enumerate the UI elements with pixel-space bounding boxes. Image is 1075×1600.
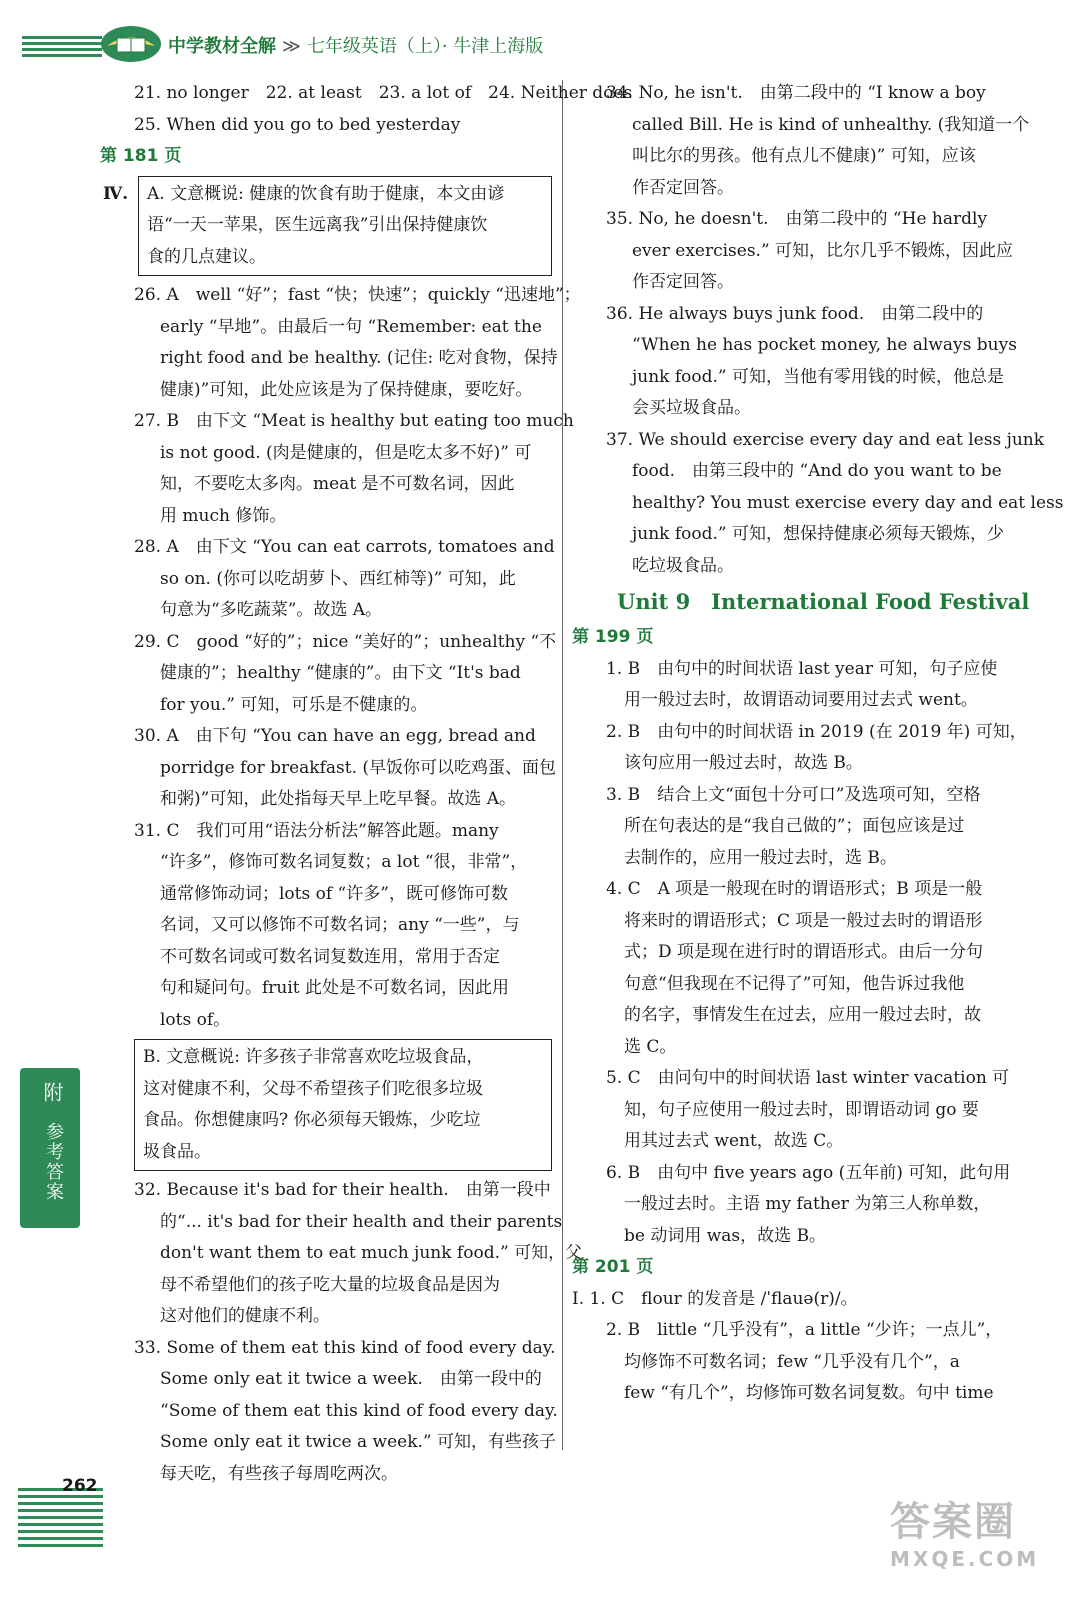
answer-line: 和粥)”可知，此处指每天早上吃早餐。故选 A。 [160, 789, 517, 809]
watermark-big: 答案圈 [890, 1499, 1016, 1545]
answer-line: 25. When did you go to bed yesterday [134, 114, 461, 135]
answer-line: 句意“但我现在不记得了”可知，他告诉过我他 [624, 973, 965, 994]
answer-line: 均修饰不可数名词；few “几乎没有几个”，a [624, 1351, 960, 1372]
answer-line: 21. no longer 22. at least 23. a lot of 24. Neither does [134, 83, 633, 103]
answer-line: 这对他们的健康不利。 [160, 1306, 330, 1326]
answer-line: food. 由第三段中的 “And do you want to be [632, 461, 1002, 481]
page-header [0, 0, 1075, 70]
answer-line: 37. We should exercise every day and eat less junk [606, 429, 1045, 450]
header-stripes [22, 36, 102, 60]
answer-line: 5. C 由问句中的时间状语 last winter vacation 可 [606, 1068, 1010, 1088]
answer-line: “Some of them eat this kind of food every day. [160, 1400, 558, 1421]
summary-line: A. 文意概说: 健康的饮食有助于健康，本文由谚 [147, 183, 505, 204]
answer-line: healthy? You must exercise every day and eat less [632, 492, 1064, 513]
answer-line: Ⅰ. 1. C flour 的发音是 /ˈflauə(r)/。 [572, 1288, 858, 1309]
answer-line: 会买垃圾食品。 [632, 398, 751, 418]
answer-line: called Bill. He is kind of unhealthy. (我知道一个 [632, 114, 1030, 135]
answer-line: 所在句表达的是“我自己做的”；面包应该是过 [624, 816, 965, 836]
answer-line: 该句应用一般过去时，故选 B。 [624, 753, 863, 773]
answer-line: 30. A 由下句 “You can have an egg, bread and [134, 726, 536, 746]
answer-line: 用 much 修饰。 [160, 505, 287, 526]
answer-line: 句意为“多吃蔬菜”。故选 A。 [160, 600, 383, 620]
summary-line: B. 文意概说: 许多孩子非常喜欢吃垃圾食品， [143, 1047, 484, 1067]
answer-line: porridge for breakfast. (早饭你可以吃鸡蛋、面包 [160, 757, 557, 778]
answer-line: 34. No, he isn't. 由第二段中的 “I know a boy [606, 83, 986, 103]
answer-line: is not good. (肉是健康的，但是吃太多不好)” 可 [160, 442, 532, 463]
answer-line: 4. C A 项是一般现在时的谓语形式；B 项是一般 [606, 879, 983, 899]
answer-line: 不可数名词或可数名词复数连用，常用于否定 [160, 946, 500, 967]
answer-line: 32. Because it's bad for their health. 由第一段中 [134, 1180, 551, 1200]
watermark-small: MXQE.COM [890, 1547, 1040, 1571]
answer-line: 叫比尔的男孩。他有点儿不健康)” 可知，应该 [632, 146, 976, 166]
answer-line: 将来时的谓语形式；C 项是一般过去时的谓语形 [624, 910, 983, 931]
summary-line: 语“一天一苹果，医生远离我”引出保持健康饮 [147, 215, 488, 235]
side-tab-label: 参考答案 [43, 1122, 64, 1202]
answer-line: lots of。 [160, 1009, 231, 1030]
answer-line: 一般过去时。主语 my father 为第三人称单数， [624, 1194, 991, 1214]
answer-line: be 动词用 was，故选 B。 [624, 1225, 827, 1246]
page-number: 262 [62, 1476, 98, 1496]
header-subject: 七年级英语（上）· 牛津上海版 [306, 36, 544, 57]
answer-line: 2. B little “几乎没有”，a little “少许；一点儿”， [606, 1320, 1003, 1340]
section-numeral: Ⅳ. [103, 183, 129, 204]
answer-line: 用其过去式 went，故选 C。 [624, 1131, 844, 1151]
unit-heading: Unit 9 International Food Festival [617, 589, 1030, 614]
summary-line: 食的几点建议。 [147, 246, 266, 267]
answer-line: 的“... it's bad for their health and their parents [160, 1211, 563, 1232]
answer-line: Some only eat it twice a week. 由第一段中的 [160, 1369, 542, 1389]
answer-line: for you.” 可知，可乐是不健康的。 [160, 694, 428, 715]
header-title [168, 32, 543, 58]
answer-line: 用一般过去时，故谓语动词要用过去式 went。 [624, 690, 978, 710]
summary-line: 这对健康不利，父母不希望孩子们吃很多垃圾 [143, 1078, 483, 1099]
answer-line: right food and be healthy. (记住: 吃对食物，保持 [160, 348, 558, 368]
answer-line: 知，句子应使用一般过去时，即谓语动词 go 要 [624, 1099, 979, 1120]
answer-line: 的名字，事情发生在过去，应用一般过去时，故 [624, 1005, 981, 1025]
answer-line: 35. No, he doesn't. 由第二段中的 “He hardly [606, 209, 988, 229]
watermark-logo [890, 1490, 1040, 1571]
answer-line: 去制作的，应用一般过去时，选 B。 [624, 847, 897, 868]
answer-line: 36. He always buys junk food. 由第二段中的 [606, 303, 984, 324]
right-column [572, 78, 1064, 1410]
page-reference: 第 181 页 [100, 146, 182, 166]
side-tab-fu: 附 [40, 1082, 64, 1102]
summary-line: 食品。你想健康吗? 你必须每天锻炼，少吃垃 [143, 1110, 481, 1130]
page-reference: 第 201 页 [572, 1257, 654, 1277]
answer-line: 名词，又可以修饰不可数名词；any “一些”，与 [160, 915, 520, 935]
answer-line: 健康)”可知，此处应该是为了保持健康，要吃好。 [160, 379, 533, 400]
answer-line: 每天吃，有些孩子每周吃两次。 [160, 1463, 398, 1484]
summary-box [103, 176, 552, 277]
summary-line: 圾食品。 [143, 1141, 211, 1162]
answer-line: junk food.” 可知，想保持健康必须每天锻炼，少 [632, 524, 1005, 544]
answer-line: so on. (你可以吃胡萝卜、西红柿等)” 可知，此 [160, 568, 516, 589]
answer-line: “When he has pocket money, he always buys [632, 335, 1017, 355]
header-brand: 中学教材全解 [168, 36, 276, 57]
answer-line: don't want them to eat much junk food.” 可知，父 [160, 1243, 583, 1263]
answer-line: “许多”，修饰可数名词复数；a lot “很，非常”， [160, 852, 528, 872]
answer-line: 26. A well “好”；fast “快；快速”；quickly “迅速地”； [134, 285, 581, 305]
answer-line: early “早地”。由最后一句 “Remember: eat the [160, 316, 542, 337]
book-logo-icon [95, 18, 167, 66]
appendix-side-tab [20, 1068, 80, 1228]
header-separator-icon: ≫ [282, 36, 301, 57]
answer-line: ever exercises.” 可知，比尔几乎不锻炼，因此应 [632, 240, 1014, 261]
answer-line: 知，不要吃太多肉。meat 是不可数名词，因此 [160, 474, 515, 494]
page-reference: 第 199 页 [572, 627, 654, 647]
answer-line: 作否定回答。 [632, 177, 734, 198]
answer-line: 31. C 我们可用“语法分析法”解答此题。many [134, 820, 499, 841]
answer-line: junk food.” 可知，当他有零用钱的时候，他总是 [632, 366, 1005, 387]
footer-stripes [18, 1488, 103, 1551]
answer-line: 母不希望他们的孩子吃大量的垃圾食品是因为 [160, 1274, 500, 1295]
answer-line: few “有几个”，均修饰可数名词复数。句中 time [624, 1383, 994, 1403]
answer-line: 3. B 结合上文“面包十分可口”及选项可知，空格 [606, 784, 981, 805]
answer-line: Some only eat it twice a week.” 可知，有些孩子 [160, 1432, 557, 1452]
answer-line: 28. A 由下文 “You can eat carrots, tomatoes and [134, 537, 555, 557]
answer-line: 29. C good “好的”；nice “美好的”；unhealthy “不 [134, 631, 557, 652]
answer-line: 吃垃圾食品。 [632, 555, 734, 576]
answer-line: 选 C。 [624, 1036, 677, 1057]
summary-box [134, 1039, 552, 1171]
answer-line: 33. Some of them eat this kind of food every day. [134, 1337, 556, 1358]
answer-line: 1. B 由句中的时间状语 last year 可知，句子应使 [606, 658, 998, 679]
answer-line: 健康的”；healthy “健康的”。由下文 “It's bad [160, 663, 521, 683]
answer-line: 6. B 由句中 five years ago (五年前) 可知，此句用 [606, 1162, 1011, 1183]
answer-line: 27. B 由下文 “Meat is healthy but eating too much [134, 411, 574, 431]
answer-line: 2. B 由句中的时间状语 in 2019 (在 2019 年) 可知， [606, 721, 1027, 742]
answer-line: 句和疑问句。fruit 此处是不可数名词，因此用 [160, 978, 510, 998]
answer-line: 通常修饰动词；lots of “许多”，既可修饰可数 [160, 883, 508, 904]
answer-line: 式；D 项是现在进行时的谓语形式。由后一分句 [624, 942, 984, 962]
answer-line: 作否定回答。 [632, 272, 734, 292]
